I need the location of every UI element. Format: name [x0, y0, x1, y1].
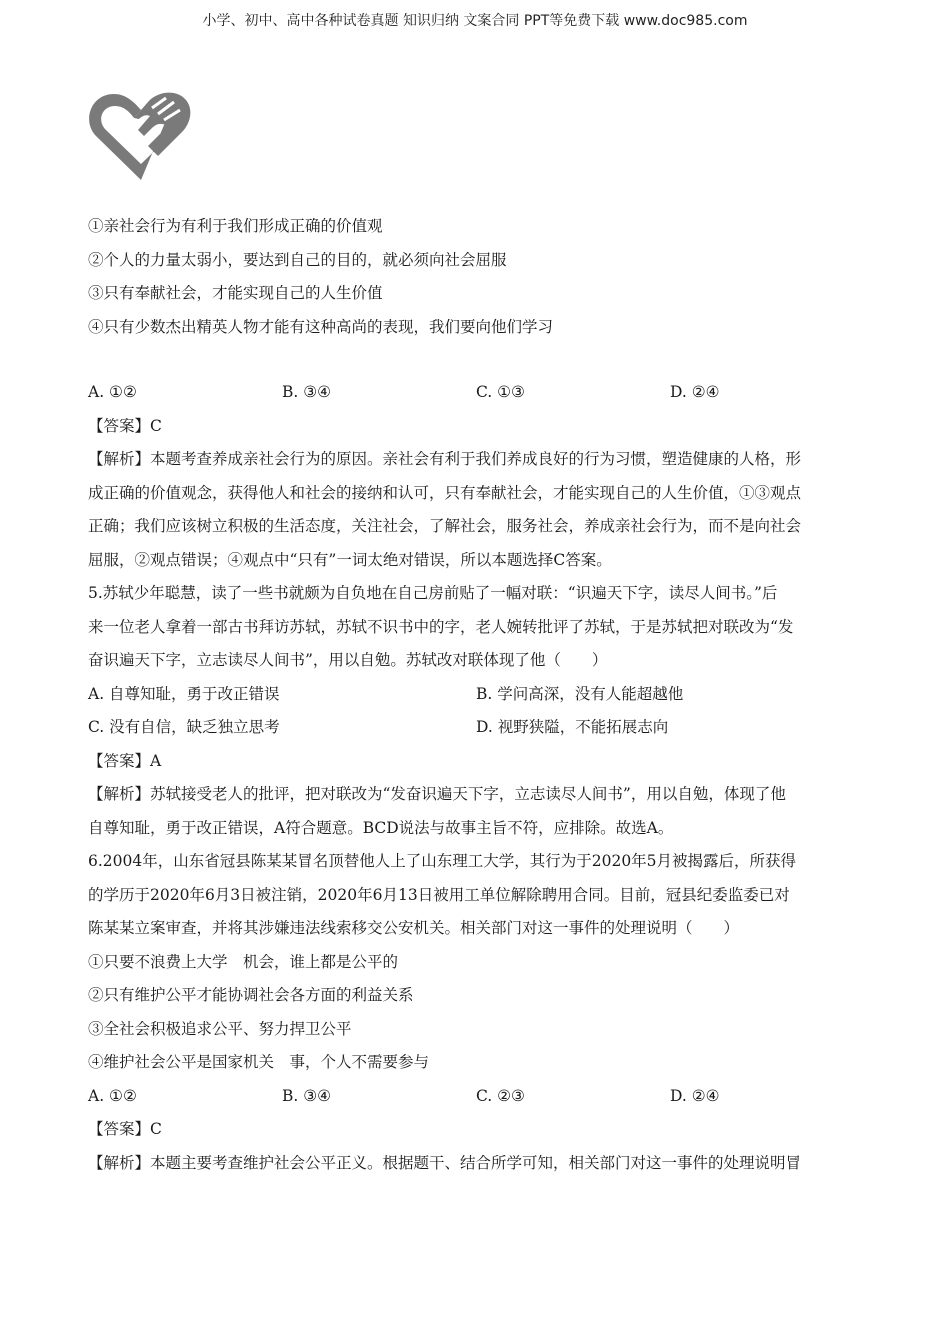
q5-stem-line-3: 奋识遍天下字，立志读尽人间书”，用以自勉。苏轼改对联体现了他（ ） — [88, 651, 608, 669]
q4-analysis-line-3: 正确；我们应该树立积极的生活态度，关注社会，了解社会，服务社会，养成亲社会行为，而不是向社会 — [88, 517, 802, 535]
q6-option-a: A. ①② — [88, 1086, 137, 1105]
q6-stem-line-3: 陈某某立案审查，并将其涉嫌违法线索移交公安机关。相关部门对这一事件的处理说明（ ） — [88, 919, 740, 937]
q5-option-d: D. 视野狭隘，不能拓展志向 — [476, 718, 669, 736]
q5-option-c: C. 没有自信，缺乏独立思考 — [88, 718, 280, 736]
q5-stem-line-2: 来一位老人拿着一部古书拜访苏轼，苏轼不识书中的字，老人婉转批评了苏轼，于是苏轼把对联改为“发 — [88, 617, 794, 636]
q4-answer: 【答案】C — [88, 416, 162, 435]
q4-options — [88, 376, 864, 410]
q5-stem-line-1: 5.苏轼少年聪慧，读了一些书就颇为自负地在自己房前贴了一幅对联：“识遍天下字，读尽人间书。”后 — [88, 584, 778, 602]
q4-analysis-line-2: 成正确的价值观念，获得他人和社会的接纳和认可，只有奉献社会，才能实现自己的人生价值，①③观点 — [88, 483, 802, 502]
q4-option-b: B. ③④ — [282, 383, 332, 401]
q4-analysis-line-4: 屈服，②观点错误；④观点中“只有”一词太绝对错误，所以本题选择C答案。 — [88, 550, 612, 569]
q6-answer: 【答案】C — [88, 1120, 162, 1138]
q5-answer: 【答案】A — [88, 751, 162, 770]
q5-options-row-1 — [88, 678, 864, 712]
q6-stem-line-1: 6.2004年，山东省冠县陈某某冒名顶替他人上了山东理工大学，其行为于2020年5月被揭露后，所获得 — [88, 852, 797, 870]
q6-statement-2: ②只有维护公平才能协调社会各方面的利益关系 — [88, 986, 414, 1004]
q4-statement-1: ①亲社会行为有利于我们形成正确的价值观 — [88, 217, 383, 235]
page-header: 小学、初中、高中各种试卷真题 知识归纳 文案合同 PPT等免费下载 www.doc985.com — [202, 13, 748, 29]
q4-option-d: D. ②④ — [670, 383, 720, 401]
q5-analysis-line-2: 自尊知耻，勇于改正错误，A符合题意。BCD说法与故事主旨不符，应排除。故选A。 — [88, 818, 674, 837]
q6-analysis-line-1: 【解析】本题主要考查维护社会公平正义。根据题干、结合所学可知，相关部门对这一事件的处理说明冒 — [88, 1153, 802, 1172]
q6-option-b: B. ③④ — [282, 1086, 332, 1105]
q4-statement-3: ③只有奉献社会，才能实现自己的人生价值 — [88, 284, 383, 302]
q6-option-c: C. ②③ — [476, 1086, 525, 1105]
q5-analysis-line-1: 【解析】苏轼接受老人的批评，把对联改为“发奋识遍天下字，立志读尽人间书”，用以自勉，体现了他 — [88, 785, 786, 803]
q4-option-c: C. ①③ — [476, 383, 525, 401]
q4-analysis-line-1: 【解析】本题考查养成亲社会行为的原因。亲社会有利于我们养成良好的行为习惯，塑造健康的人格，形 — [88, 450, 802, 468]
q6-statement-3: ③全社会积极追求公平、努力捍卫公平 — [88, 1019, 352, 1038]
heart-hand-icon — [86, 84, 196, 184]
q6-statement-1: ①只要不浪费上大学 机会，谁上都是公平的 — [88, 952, 399, 971]
q5-option-b: B. 学问高深，没有人能超越他 — [476, 684, 684, 703]
q5-option-a: A. 自尊知耻，勇于改正错误 — [88, 684, 280, 703]
q4-statement-4: ④只有少数杰出精英人物才能有这种高尚的表现，我们要向他们学习 — [88, 317, 554, 336]
document-body — [88, 210, 864, 1180]
q5-options-row-2 — [88, 711, 864, 745]
q6-options — [88, 1080, 864, 1114]
q4-option-a: A. ①② — [88, 383, 137, 401]
q6-statement-4: ④维护社会公平是国家机关 事，个人不需要参与 — [88, 1053, 430, 1071]
q6-stem-line-2: 的学历于2020年6月3日被注销，2020年6月13日被用工单位解除聘用合同。目前，冠县纪委监委已对 — [88, 885, 790, 904]
q4-statement-2: ②个人的力量太弱小，要达到自己的目的，就必须向社会屈服 — [88, 250, 507, 269]
q6-option-d: D. ②④ — [670, 1086, 720, 1105]
